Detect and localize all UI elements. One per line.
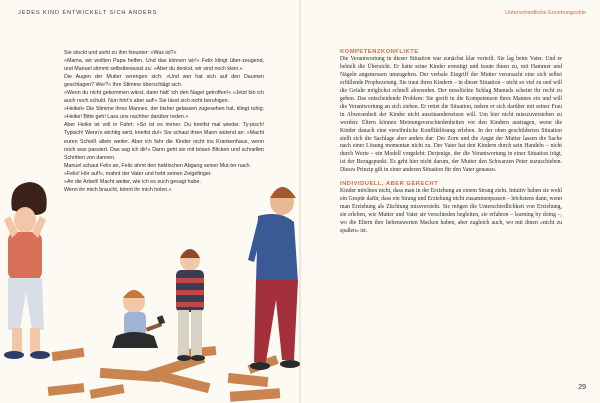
story-paragraph: »Mama, wir wollten Papa helfen. Und das können wir!« Felix klingt über-zeugend, und Manuel stimmt selbstbewusst zu: »Aber du denkst, wir sind noch klein.« (64, 58, 264, 73)
section-heading: INDIVIDUELL, ABER GERECHT (340, 181, 439, 188)
wooden-planks (48, 346, 281, 402)
story-paragraph: Manuel schaut Felix an, Felix ahmt den hektischen Abgang seiner Mut-ter nach. (64, 162, 251, 169)
mother-figure (4, 182, 50, 359)
right-column (340, 48, 562, 236)
story-paragraph: Die Augen der Mutter verengen sich: »Und wer hat sich auf den Daumen geschlagen? Wer?« Ihre Stimme überschlägt sich. (64, 74, 264, 89)
section-paragraph: Kinder möchten nicht, dass man in der Erziehung an einem Strang zieht. Intuitiv haben sie wohl ein Gespür dafür, dass ein Strang und Erziehung nicht zusammenpassen – höchstens dann, wenn man Erziehung als Züchtung missversteht. Sie mögen die Unterschiedlichkeit von Erziehung, sie erleben, wie Mutter und Vater sie verschieden begleiten, sie erfahren – learning by doing –, wo die Eltern ihre liebenswerten Macken haben, aber zugleich auch, wo mit ihnen »nicht zu spaßen« ist. (340, 188, 562, 235)
running-head-left: JEDES KIND ENTWICKELT SICH ANDERS (18, 10, 158, 16)
story-paragraph: »Wenn du nicht gekommen wärst, dann hätt’ ich den Nagel getroffen!« »Jetzt bin ich auch noch schuld. Nun hört’s aber auf!« Sie lässt sich nicht beruhigen. (64, 90, 264, 105)
story-paragraph: »Heikel« Die Stimme ihres Mannes, der bisher gelassen zugesehen hat, klingt ruhig: »Heike! Bitte geh! Lass uns nachher darüber reden.« (64, 106, 264, 121)
story-paragraph: »An die Arbeit! Macht weiter, wie ich es euch gesagt habe. (64, 178, 201, 185)
story-paragraph: Aber Heike ist voll in Fahrt: »So ist es immer. Du kneifst mal wieder. Ty-pisch! Typisch! Wenn’s wichtig wird, kneifst du!« Sie schaut ihren Mann wütend an: »Macht euren Scheiß allein weiter. Aber ich fahr die Kinder nicht ins Krankenhaus, wenn noch was passiert. Das sag ich dir!« Dann geht sie mit bösen Blicken und schnellen Schritten von dannen. (64, 122, 264, 161)
section-paragraph: Die Verantwortung in dieser Situation war zunächst klar verteilt. Sie lag beim Vater. Und er behielt die Übersicht. Er hatte seine Kinder ermutigt und traute ihnen zu, mit Hammer und Nägeln angemessen umzugehen. Der verbale Eingriff der Mutter verursacht eine sich selbst erfüllende Prophezeiung. Sie traut ihren Kindern – in dieser Situation – nicht so viel zu und will die Gefahr möglichst schnell abwenden. Der misslückte Schlag Manuels scheint ihr recht zu geben. Das entscheidende Problem: Sie greift in die Kompetenzen ihres Mannes ein und will die Verantwortung an sich ziehen. Er rettet die Situation, indem er sich darüber mit seiner Frau in Abwesenheit der Kinder nicht auseinandersetzen will. Um hier nicht misszuverstehen zu werden: Eltern können Meinungsverschiedenheiten vor den Kindern austragen, wenn die Kinder danach eine versöhnliche Konfliktlösung erleben. In der oben geschilderten Situation stellt sich die Sachlage aber anders dar: Der Zorn und die Angst der Mutter lassen die Sache nach einer Lösung momentan nicht zu. Der Vater hat den Kindern durch sein Handeln – nicht durch Worte – ein Modell vorgelebt: Derjenige, der die Verantwortung in einer Situation trägt, ist der Bezugspunkt. Es geht hier nicht darum, der Mutter den Schwarzen Peter zuzuschieben. Dieses Prinzip gilt in einer anderen Situation für den Vater genauso. (340, 56, 562, 174)
story-paragraph: Sie stockt und sieht zu ihm hinunter: »Was ist?« (64, 50, 177, 56)
story-paragraph: Wenn ihr mich braucht, könnt ihr mich holen.« (64, 186, 172, 193)
story-text (64, 49, 264, 194)
section-heading: KOMPETENZKONFLIKTE (340, 49, 419, 55)
story-paragraph: »Felix! Hör auf!«, mahnt der Vater und hebt seinen Zeigefinger. (64, 170, 212, 177)
father-figure (248, 187, 300, 370)
standing-boy-figure (176, 249, 205, 361)
sitting-boy-figure (112, 290, 165, 348)
running-head-right: Unterschiedliche Erziehungsstile (505, 10, 586, 16)
family-illustration (0, 180, 300, 403)
page-number: 29 (578, 384, 586, 391)
